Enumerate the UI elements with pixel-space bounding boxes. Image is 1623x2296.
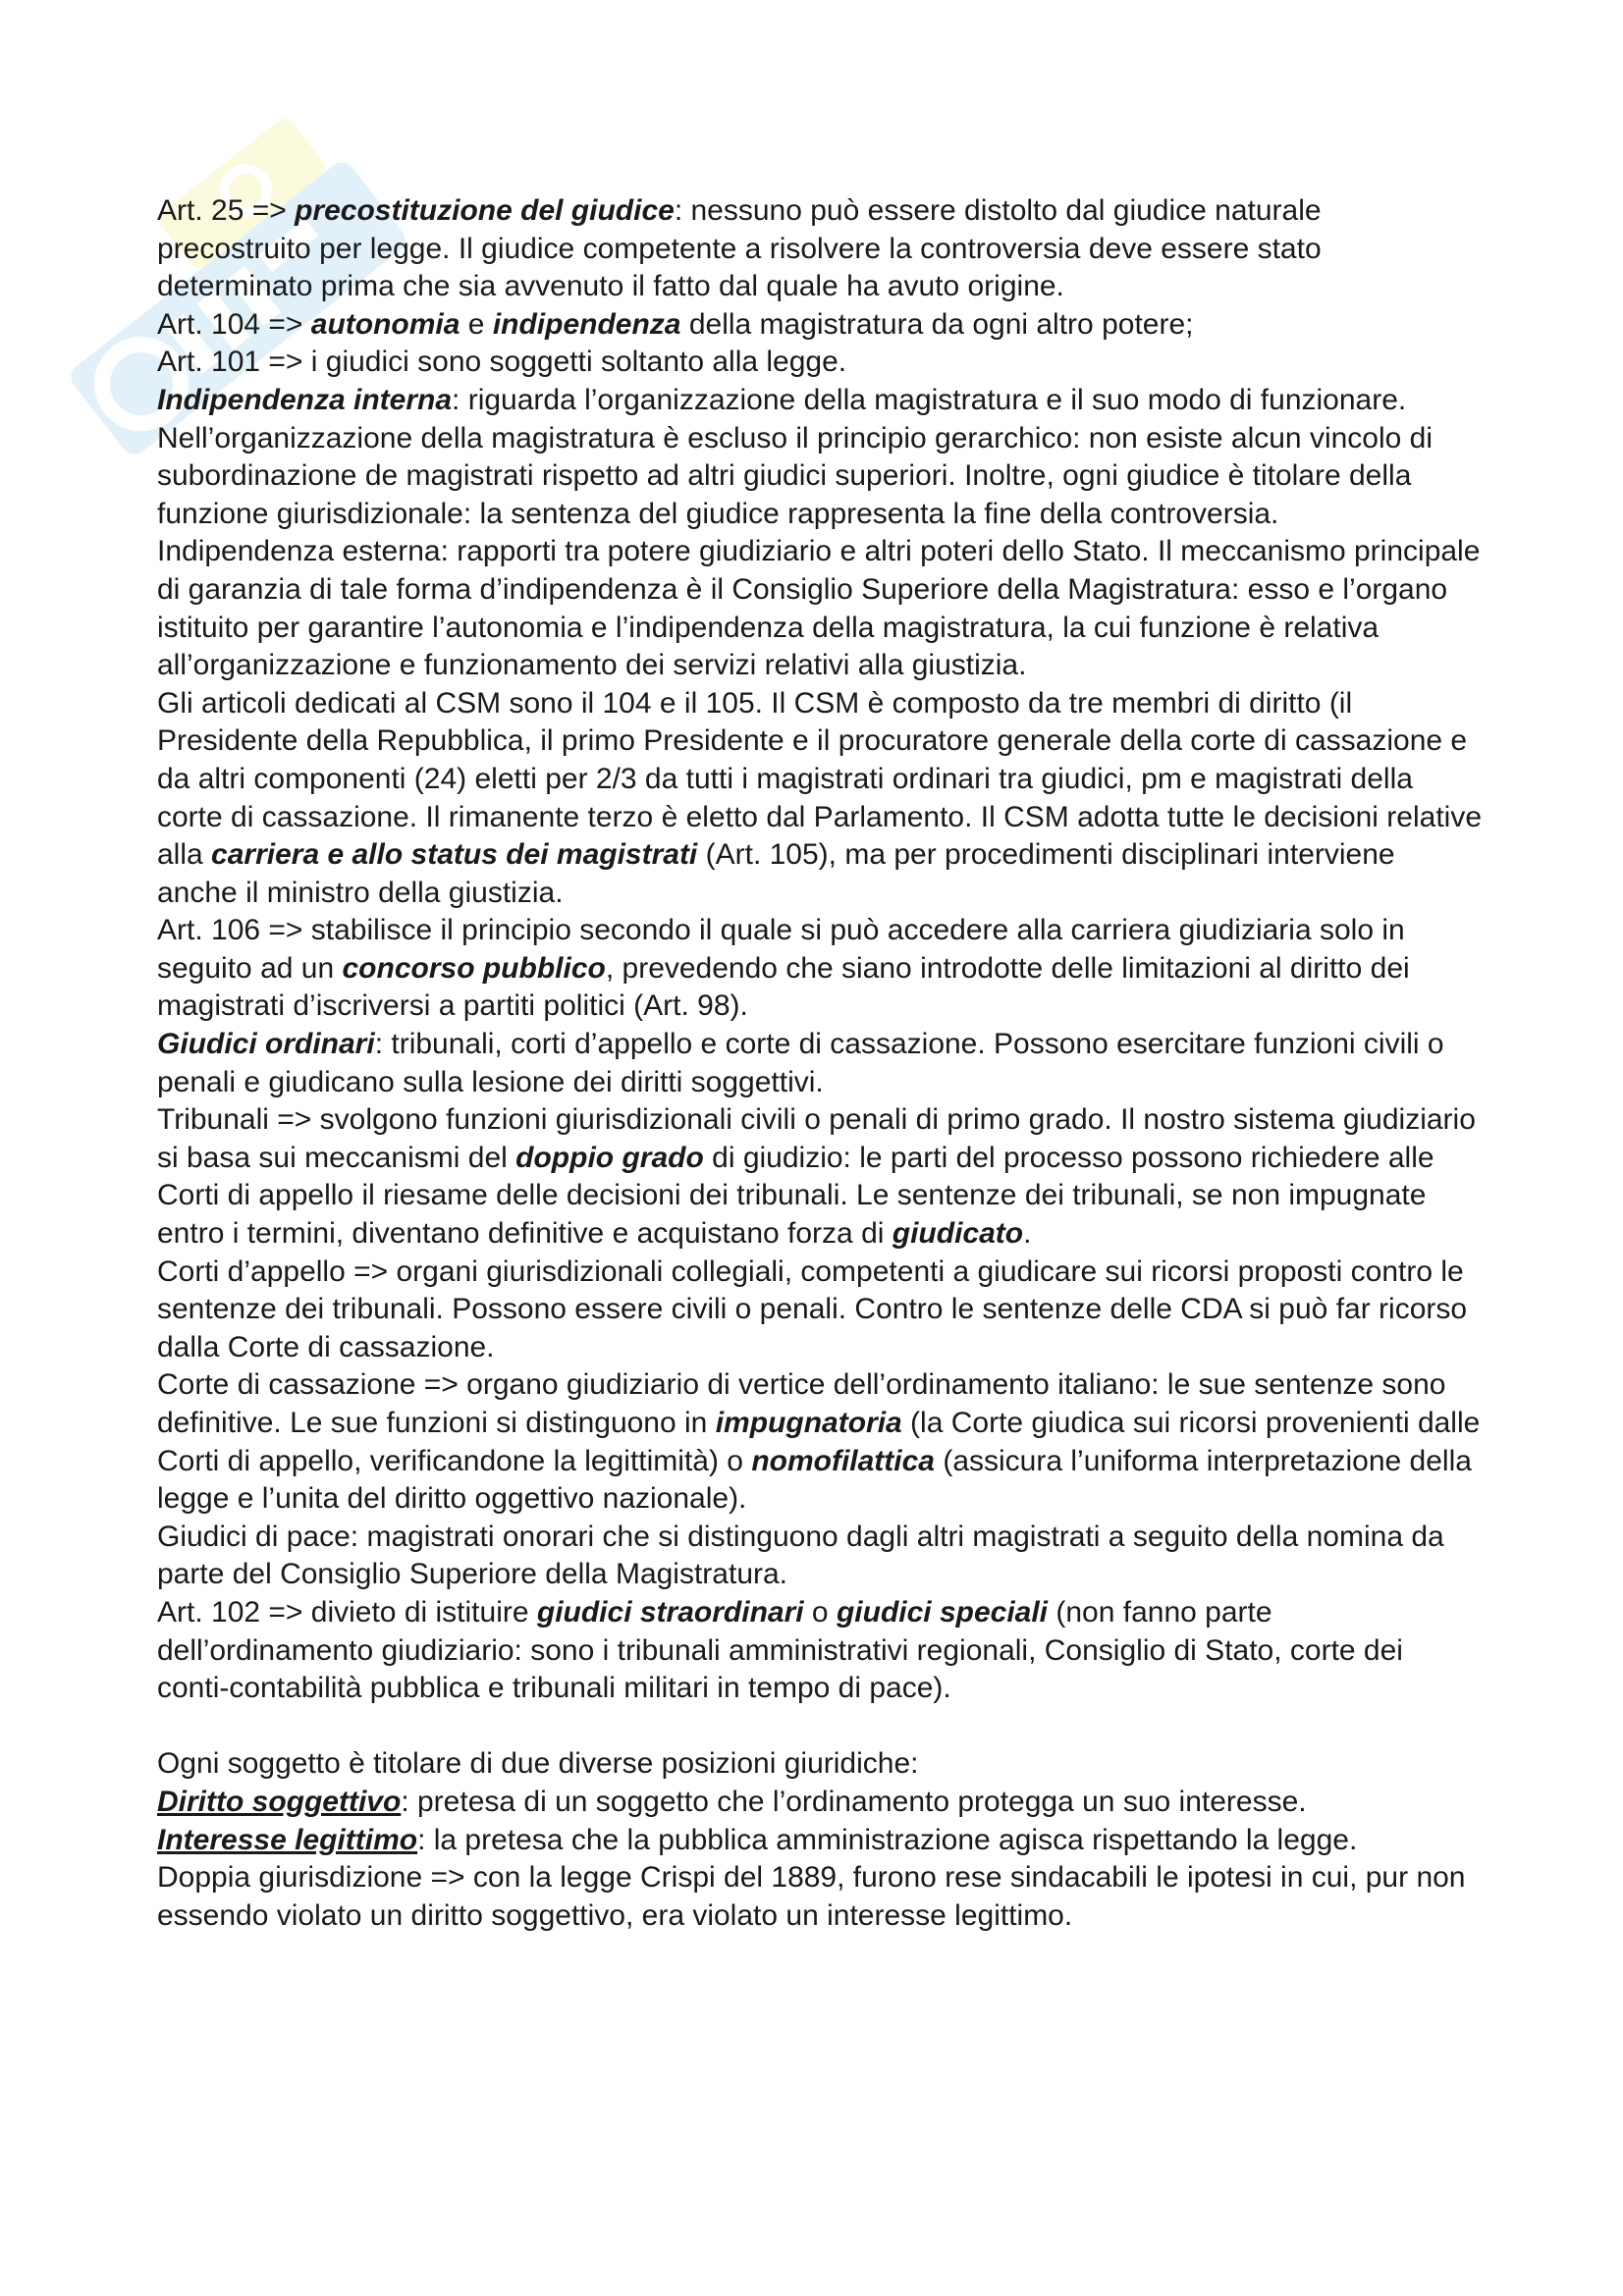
- body-text: : la pretesa che la pubblica amministrazione agisca rispettando la legge.: [417, 1823, 1358, 1856]
- paragraph: [157, 533, 1483, 684]
- body-text: (assicura l’uniforma interpretazione della legge e l’unita del diritto oggettivo nazionale).: [157, 1444, 1472, 1516]
- emphasis-text: Art. 105: [715, 838, 819, 872]
- body-text: Gli articoli dedicati al CSM sono il 104 e il 105. Il CSM è composto da tre membri di diritto (il Presidente della Repubblica, il primo Presidente e il procuratore generale della corte di cassazione e da altri componenti (24) eletti per 2/3 da tutti i magistrati ordinari tra giudici, pm e magistrati della corte di cassazione. Il rimanente terzo è eletto dal Parlamento. Il CSM adotta tutte le decisioni relative alla: [157, 686, 1483, 872]
- body-text: , prevedendo che siano introdotte delle limitazioni al diritto dei magistrati d’iscriversi a partiti politici (: [157, 951, 1410, 1023]
- body-text: : pretesa di un soggetto che l’ordinamento protegga un suo interesse.: [401, 1785, 1307, 1818]
- emphasis-text: impugnatoria: [715, 1407, 902, 1439]
- emphasis-text: precostituzione del giudice: [295, 194, 675, 227]
- body-text: => i giudici sono soggetti soltanto alla legge.: [260, 346, 847, 379]
- paragraph: [157, 344, 1483, 382]
- body-text: ).: [730, 989, 748, 1023]
- emphasis-text: Art. 106: [157, 914, 261, 947]
- emphasis-text: Art. 104: [157, 307, 261, 341]
- emphasis-text: concorso pubblico: [342, 951, 606, 985]
- paragraph: [157, 1366, 1483, 1518]
- paragraph: [157, 1026, 1483, 1101]
- body-text: (: [697, 838, 716, 872]
- emphasis-text: Indipendenza interna: [157, 383, 453, 416]
- body-text: Ogni soggetto è titolare di due diverse posizioni giuridiche:: [157, 1747, 919, 1781]
- document-body: [157, 192, 1483, 1935]
- body-text: : tribunali, corti d’appello e corte di cassazione. Possono esercitare funzioni civili o penali e giudicano sulla lesione dei diritti soggettivi.: [157, 1028, 1444, 1098]
- emphasis-text: Giudici di pace: [157, 1520, 351, 1553]
- paragraph: [157, 1859, 1483, 1935]
- emphasis-text: Consiglio Superiore della Magistratura: [731, 572, 1231, 606]
- emphasis-text: giudici speciali: [836, 1595, 1049, 1629]
- emphasis-text: doppio grado: [515, 1141, 704, 1174]
- emphasis-text: Art. 102: [157, 1595, 261, 1629]
- body-text: (la Corte giudica sui ricorsi provenienti dalle Corti di appello, verificandone la legittimità) o: [157, 1407, 1481, 1477]
- body-text: : nessuno può essere distolto dal giudice naturale precostruito per legge. Il giudice competente a risolvere la controversia deve essere stato determinato prima che sia avvenuto il fatto dal quale ha avuto origine.: [157, 194, 1322, 303]
- emphasis-text: autonomia: [310, 307, 460, 341]
- paragraph: [157, 1519, 1483, 1594]
- paragraph: [157, 1745, 1483, 1784]
- body-text: della magistratura da ogni altro potere;: [680, 307, 1194, 341]
- emphasis-text: giudicato: [892, 1217, 1024, 1251]
- emphasis-text: Giudici ordinari: [157, 1028, 375, 1061]
- paragraph: [157, 192, 1483, 306]
- emphasis-text: Diritto soggettivo: [157, 1785, 402, 1818]
- body-text: (non fanno parte dell’ordinamento giudiziario: sono i tribunali amministrativi regionali, Consiglio di Stato, corte dei conti-contabilità pubblica e tribunali militari in tempo di pace).: [157, 1595, 1403, 1705]
- paragraph: [157, 1822, 1483, 1860]
- paragraph: [157, 1784, 1483, 1822]
- body-text: e: [460, 307, 493, 341]
- emphasis-text: nomofilattica: [751, 1444, 935, 1477]
- paragraph: [157, 382, 1483, 533]
- emphasis-text: Interesse legittimo: [157, 1823, 418, 1856]
- emphasis-text: Indipendenza esterna: [157, 535, 441, 568]
- body-text: => organi giurisdizionali collegiali, competenti a giudicare sui ricorsi proposti contro le sentenze dei tribunali. Possono essere civili o penali. Contro le sentenze delle CDA si può far ricorso dalla Corte di cassazione.: [157, 1255, 1468, 1363]
- emphasis-text: Tribunali: [157, 1103, 269, 1137]
- paragraph: [157, 1101, 1483, 1253]
- emphasis-text: Art. 101: [157, 346, 261, 379]
- body-text: .: [1023, 1217, 1032, 1251]
- emphasis-text: Doppia giurisdizione: [157, 1861, 423, 1895]
- paragraph: [157, 306, 1483, 345]
- body-text: => stabilisce il principio secondo il quale si può accedere alla carriera giudiziaria solo in seguito ad un: [157, 914, 1405, 985]
- emphasis-text: Art. 25: [157, 194, 244, 227]
- paragraph: [157, 912, 1483, 1026]
- emphasis-text: Corti d’appello: [157, 1255, 346, 1288]
- emphasis-text: indipendenza: [492, 307, 681, 341]
- body-text: o: [803, 1595, 837, 1629]
- body-text: : riguarda l’organizzazione della magistratura e il suo modo di funzionare. Nell’organizzazione della magistratura è escluso il principio gerarchico: non esiste alcun vincolo di subordinazione de magistrati rispetto ad altri giudici superiori. Inoltre, ogni giudice è titolare della funzione giurisdizionale: la sentenza del giudice rappresenta la fine della controversia.: [157, 383, 1434, 530]
- emphasis-text: giudici straordinari: [536, 1595, 804, 1629]
- body-text: => svolgono funzioni giurisdizionali civili o penali di primo grado. Il nostro sistema giudiziario si basa sui meccanismi del: [157, 1103, 1476, 1174]
- paragraph: [157, 1594, 1483, 1708]
- body-text: ), ma per procedimenti disciplinari interviene anche il ministro della giustizia.: [157, 838, 1395, 909]
- emphasis-text: Corte di cassazione: [157, 1368, 416, 1402]
- paragraph: [157, 685, 1483, 913]
- body-text: : rapporti tra potere giudiziario e altri poteri dello Stato. Il meccanismo principale di garanzia di tale forma d’indipendenza è il: [157, 535, 1481, 606]
- body-text: : magistrati onorari che si distinguono dagli altri magistrati a seguito della nomina da parte del Consiglio Superiore della Magistratura.: [157, 1520, 1444, 1591]
- body-text: =>: [243, 194, 296, 227]
- emphasis-text: carriera e allo status dei magistrati: [211, 838, 698, 872]
- paragraph: [157, 1254, 1483, 1367]
- body-text: : esso e l’organo istituito per garantire l’autonomia e l’indipendenza della magistratura, la cui funzione è relativa all’organizzazione e funzionamento dei servizi relativi alla giustizia.: [157, 572, 1448, 682]
- body-text: => organo giudiziario di vertice dell’ordinamento italiano: le sue sentenze sono definitive. Le sue funzioni si distinguono in: [157, 1368, 1446, 1439]
- emphasis-text: Art. 98: [643, 989, 730, 1023]
- body-text: => con la legge Crispi del 1889, furono rese sindacabili le ipotesi in cui, pur non essendo violato un diritto soggettivo, era violato un interesse legittimo.: [157, 1861, 1466, 1932]
- body-text: di giudizio: le parti del processo possono richiedere alle Corti di appello il riesame delle decisioni dei tribunali. Le sentenze dei tribunali, se non impugnate entro i termini, diventano definitive e acquistano forza di: [157, 1141, 1434, 1251]
- blank-line: [157, 1708, 1483, 1746]
- body-text: => divieto di istituire: [260, 1595, 537, 1629]
- body-text: =>: [260, 307, 311, 341]
